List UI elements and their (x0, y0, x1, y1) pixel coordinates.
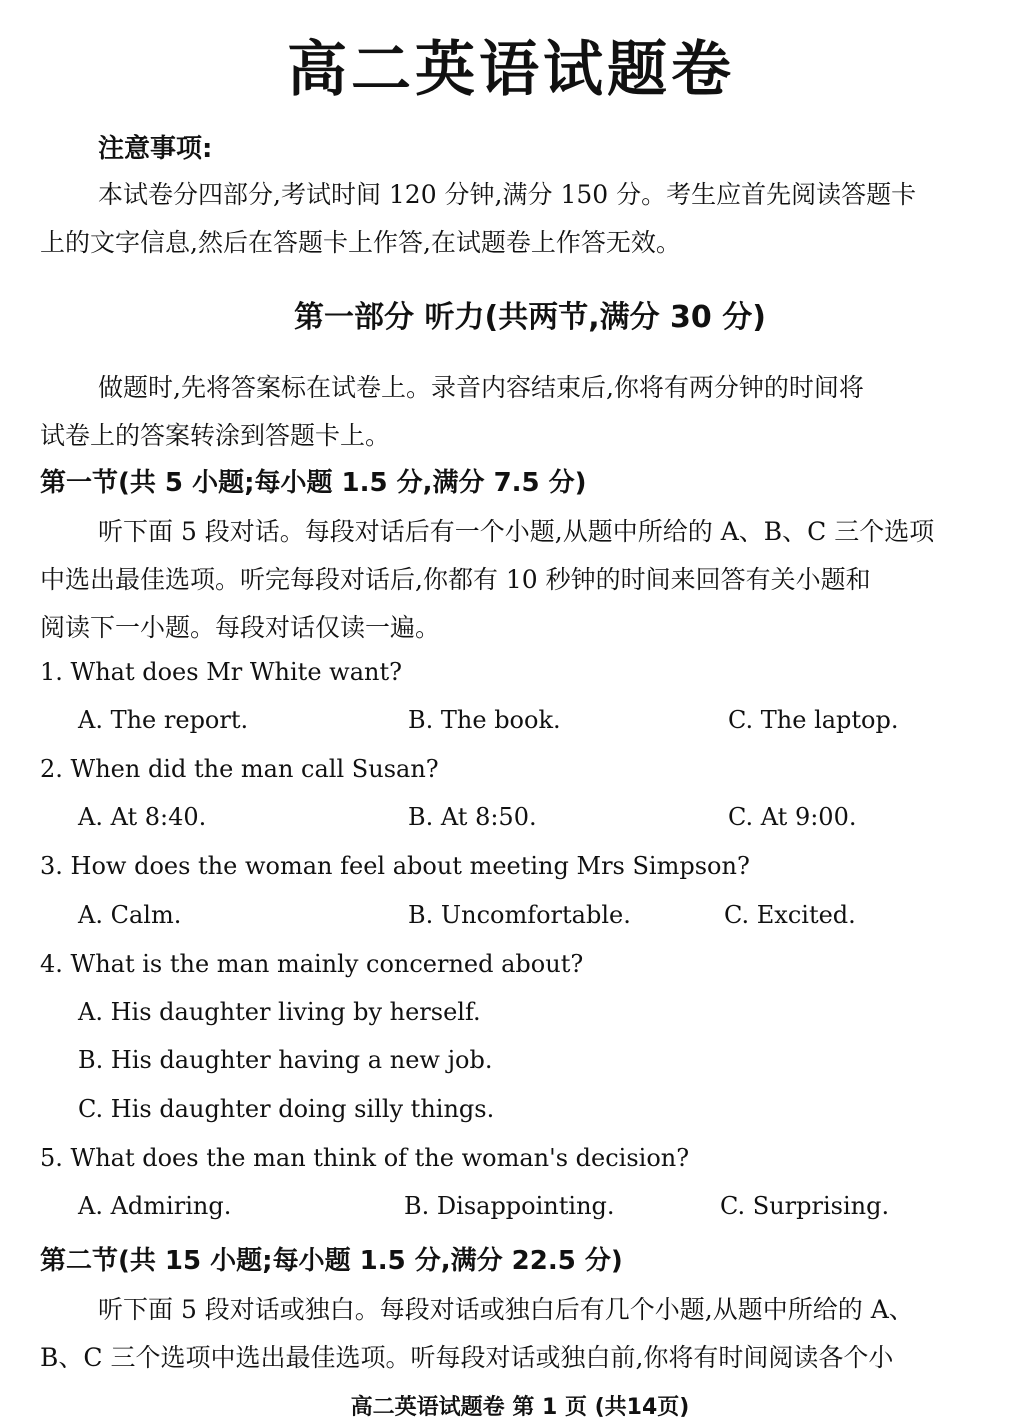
part1-intro-line-2: 试卷上的答案转涂到答题卡上。 (40, 421, 391, 450)
question-1-option-a: A. The report. (78, 706, 249, 734)
section1-line-1: 听下面 5 段对话。每段对话后有一个小题,从题中所给的 A、B、C 三个选项 (98, 517, 935, 546)
part1-heading: 第一部分 听力(共两节,满分 30 分) (294, 300, 766, 335)
question-3-option-b: B. Uncomfortable. (408, 901, 631, 929)
question-2-option-b: B. At 8:50. (408, 803, 537, 831)
question-4: 4. What is the man mainly concerned about? (40, 950, 584, 978)
question-1: 1. What does Mr White want? (40, 658, 402, 686)
notice-line-1: 本试卷分四部分,考试时间 120 分钟,满分 150 分。考生应首先阅读答题卡 (98, 180, 917, 209)
question-3-option-c: C. Excited. (724, 901, 856, 929)
notice-line-2: 上的文字信息,然后在答题卡上作答,在试题卷上作答无效。 (40, 228, 681, 257)
section2-line-2: B、C 三个选项中选出最佳选项。听每段对话或独白前,你将有时间阅读各个小 (40, 1343, 894, 1372)
section1-heading: 第一节(共 5 小题;每小题 1.5 分,满分 7.5 分) (40, 468, 587, 498)
section2-heading: 第二节(共 15 小题;每小题 1.5 分,满分 22.5 分) (40, 1246, 623, 1276)
question-2: 2. When did the man call Susan? (40, 755, 439, 783)
question-1-option-c: C. The laptop. (728, 706, 899, 734)
part1-intro-line-1: 做题时,先将答案标在试卷上。录音内容结束后,你将有两分钟的时间将 (98, 373, 864, 402)
section1-line-3: 阅读下一小题。每段对话仅读一遍。 (40, 613, 441, 642)
question-4-option-b: B. His daughter having a new job. (78, 1046, 493, 1074)
question-5-option-a: A. Admiring. (78, 1192, 232, 1220)
question-5-option-b: B. Disappointing. (404, 1192, 615, 1220)
page-title: 高二英语试题卷 (287, 35, 735, 105)
question-3-option-a: A. Calm. (78, 901, 182, 929)
question-5-option-c: C. Surprising. (720, 1192, 890, 1220)
question-1-option-b: B. The book. (408, 706, 561, 734)
section1-line-2: 中选出最佳选项。听完每段对话后,你都有 10 秒钟的时间来回答有关小题和 (40, 565, 871, 594)
question-4-option-a: A. His daughter living by herself. (78, 998, 481, 1026)
section2-line-1: 听下面 5 段对话或独白。每段对话或独白后有几个小题,从题中所给的 A、 (98, 1295, 914, 1324)
question-2-option-a: A. At 8:40. (78, 803, 207, 831)
question-5: 5. What does the man think of the woman's decision? (40, 1144, 690, 1172)
question-4-option-c: C. His daughter doing silly things. (78, 1095, 495, 1123)
question-2-option-c: C. At 9:00. (728, 803, 857, 831)
question-3: 3. How does the woman feel about meeting Mrs Simpson? (40, 852, 750, 880)
page-footer: 高二英语试题卷 第 1 页 (共14页) (350, 1395, 690, 1420)
notice-heading: 注意事项: (98, 134, 213, 164)
